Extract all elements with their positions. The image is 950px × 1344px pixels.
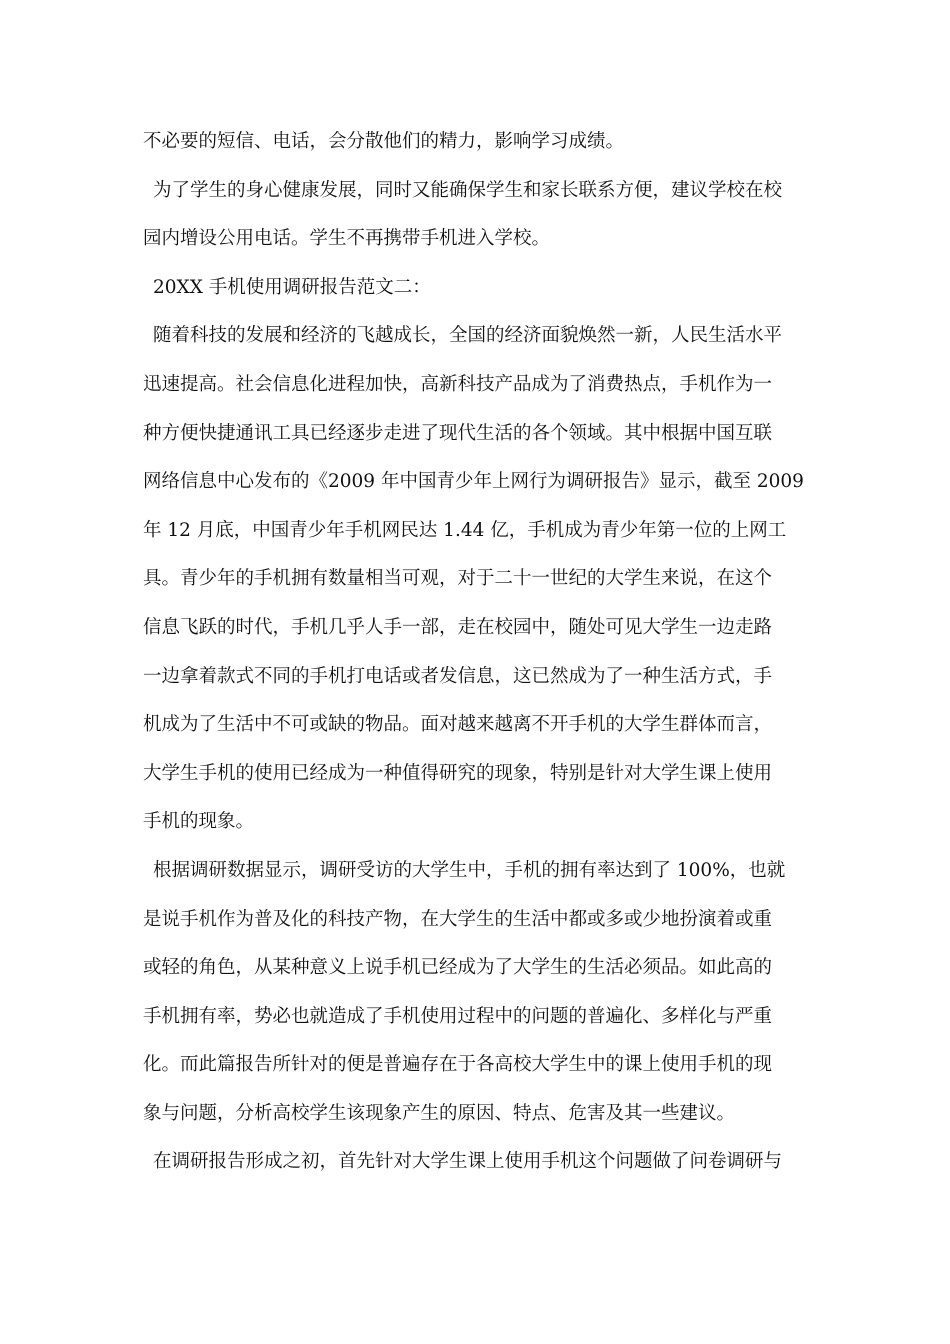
text-line: 手机拥有率，势必也就造成了手机使用过程中的问题的普遍化、多样化与严重 [143,1005,773,1027]
text-line: 种方便快捷通讯工具已经逐步走进了现代生活的各个领域。其中根据中国互联 [143,422,773,444]
paragraph-start-line: 在调研报告形成之初，首先针对大学生课上使用手机这个问题做了问卷调研与 [153,1151,783,1173]
text-line: 园内增设公用电话。学生不再携带手机进入学校。 [143,228,551,250]
text-line: 大学生手机的使用已经成为一种值得研究的现象，特别是针对大学生课上使用 [143,762,773,784]
text-line: 年 12 月底，中国青少年手机网民达 1.44 亿，手机成为青少年第一位的上网工 [143,519,787,541]
text-line: 具。青少年的手机拥有数量相当可观，对于二十一世纪的大学生来说，在这个 [143,568,773,590]
paragraph-start-line: 根据调研数据显示，调研受访的大学生中，手机的拥有率达到了 100%，也就 [153,859,786,881]
text-line: 象与问题，分析高校学生该现象产生的原因、特点、危害及其一些建议。 [143,1102,736,1124]
section-heading: 20XX 手机使用调研报告范文二： [153,276,431,298]
document-body [143,118,807,1187]
text-line: 信息飞跃的时代，手机几乎人手一部，走在校园中，随处可见大学生一边走路 [143,616,773,638]
text-line: 手机的现象。 [143,811,255,833]
text-line: 化。而此篇报告所针对的便是普遍存在于各高校大学生中的课上使用手机的现 [143,1054,773,1076]
text-line: 或轻的角色，从某种意义上说手机已经成为了大学生的生活必须品。如此高的 [143,957,773,979]
text-line: 迅速提高。社会信息化进程加快，高新科技产品成为了消费热点，手机作为一 [143,373,773,395]
text-line: 一边拿着款式不同的手机打电话或者发信息，这已然成为了一种生活方式，手 [143,665,773,687]
text-line: 机成为了生活中不可或缺的物品。面对越来越离不开手机的大学生群体而言， [143,714,773,736]
paragraph-start-line: 为了学生的身心健康发展，同时又能确保学生和家长联系方便，建议学校在校 [153,179,783,201]
text-line: 不必要的短信、电话，会分散他们的精力，影响学习成绩。 [143,131,625,152]
text-line: 是说手机作为普及化的科技产物，在大学生的生活中都或多或少地扮演着或重 [143,908,773,930]
paragraph-start-line: 随着科技的发展和经济的飞越成长，全国的经济面貌焕然一新，人民生活水平 [153,325,783,347]
text-line: 网络信息中心发布的《2009 年中国青少年上网行为调研报告》显示，截至 2009 [143,471,804,493]
